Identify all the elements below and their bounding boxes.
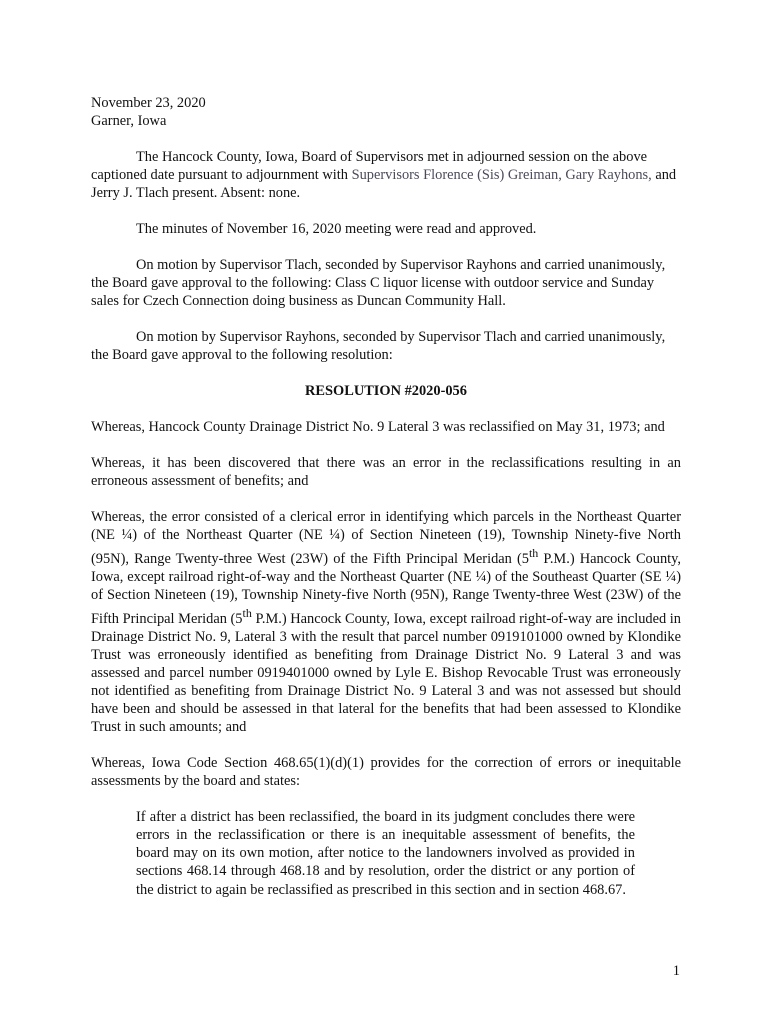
whereas-iowa-code-paragraph: Whereas, Iowa Code Section 468.65(1)(d)(1) provides for the correction of errors or inequitable assessments by the board and states: xyxy=(91,754,681,789)
clerical-error-text-b: P.M.) Hancock County, Iowa, except railroad right-of-way and the Northeast Quarter (NE ¼) of the Southeast Quarter (SE ¼) of Section Nineteen (19), Township Ninety-five North (95N), Range Twenty-three West (23W) of the Fifth Principal Meridan (5 xyxy=(91,550,681,627)
superscript-th: th xyxy=(528,546,539,560)
whereas-reclassified-paragraph: Whereas, Hancock County Drainage District No. 9 Lateral 3 was reclassified on May 31, 1973; and xyxy=(91,419,665,435)
whereas-clerical-error-paragraph xyxy=(91,508,681,736)
document-page xyxy=(91,94,681,899)
page-number: 1 xyxy=(672,963,680,979)
meeting-date: November 23, 2020 xyxy=(91,95,206,111)
minutes-paragraph: The minutes of November 16, 2020 meeting were read and approved. xyxy=(136,221,537,237)
resolution-title: RESOLUTION #2020-056 xyxy=(305,383,467,399)
opening-paragraph xyxy=(91,148,681,202)
opening-members: Supervisors Florence (Sis) Greiman, Gary Rayhons, xyxy=(351,167,652,183)
opening-text-pre: The Hancock County, Iowa, Board of Supervisors met in adjourned session on the above captioned date pursuant to adjournment with xyxy=(91,149,648,183)
motion-resolution-paragraph: On motion by Supervisor Rayhons, seconded by Supervisor Tlach and carried unanimously, the Board gave approval to the following resolution: xyxy=(91,329,666,363)
whereas-error-discovered-paragraph: Whereas, it has been discovered that there was an error in the reclassifications resulting in an erroneous assessment of benefits; and xyxy=(91,455,681,489)
clerical-error-text-c: P.M.) Hancock County, Iowa, except railroad right-of-way are included in Drainage District No. 9, Lateral 3 with the result that parcel number 0919101000 owned by Klondike Trust was erroneously identified as benefiting from Drainage District No. 9 Lateral 3 and was assessed and parcel number 0919401000 owned by Lyle E. Bishop Revocable Trust was erroneously not identified as benefiting from Drainage District No. 9 Lateral 3 and was not assessed but should have been and should be assessed in that lateral for the benefits that had been assessed to Klondike Trust in such amounts; and xyxy=(91,610,681,735)
superscript-th: th xyxy=(242,605,252,620)
clerical-error-text-a: Whereas, the error consisted of a clerical error in identifying which parcels in the Northeast Quarter (NE ¼) of the Northeast Quarter (NE ¼) of Section Nineteen (19), Township Ninety-five North (95N), Range Twenty-three West (23W) of the Fifth Principal Meridan (5 xyxy=(91,509,681,567)
opening-text-post: and Jerry J. Tlach present. Absent: none. xyxy=(91,167,677,201)
iowa-code-quote: If after a district has been reclassified, the board in its judgment concludes there were errors in the reclassification or there is an inequitable assessment of benefits, the board may on its own motion, after notice to the landowners involved as provided in sections 468.14 through 468.18 and by resolution, order the district or any portion of the district to again be reclassified as prescribed in this section and in section 468.67. xyxy=(136,808,635,898)
meeting-location: Garner, Iowa xyxy=(91,113,167,129)
motion-liquor-license-paragraph: On motion by Supervisor Tlach, seconded by Supervisor Rayhons and carried unanimously, the Board gave approval to the following: Class C liquor license with outdoor service and Sunday sales for Czech Connection doing business as Duncan Community Hall. xyxy=(91,257,666,309)
header-block xyxy=(91,94,681,130)
